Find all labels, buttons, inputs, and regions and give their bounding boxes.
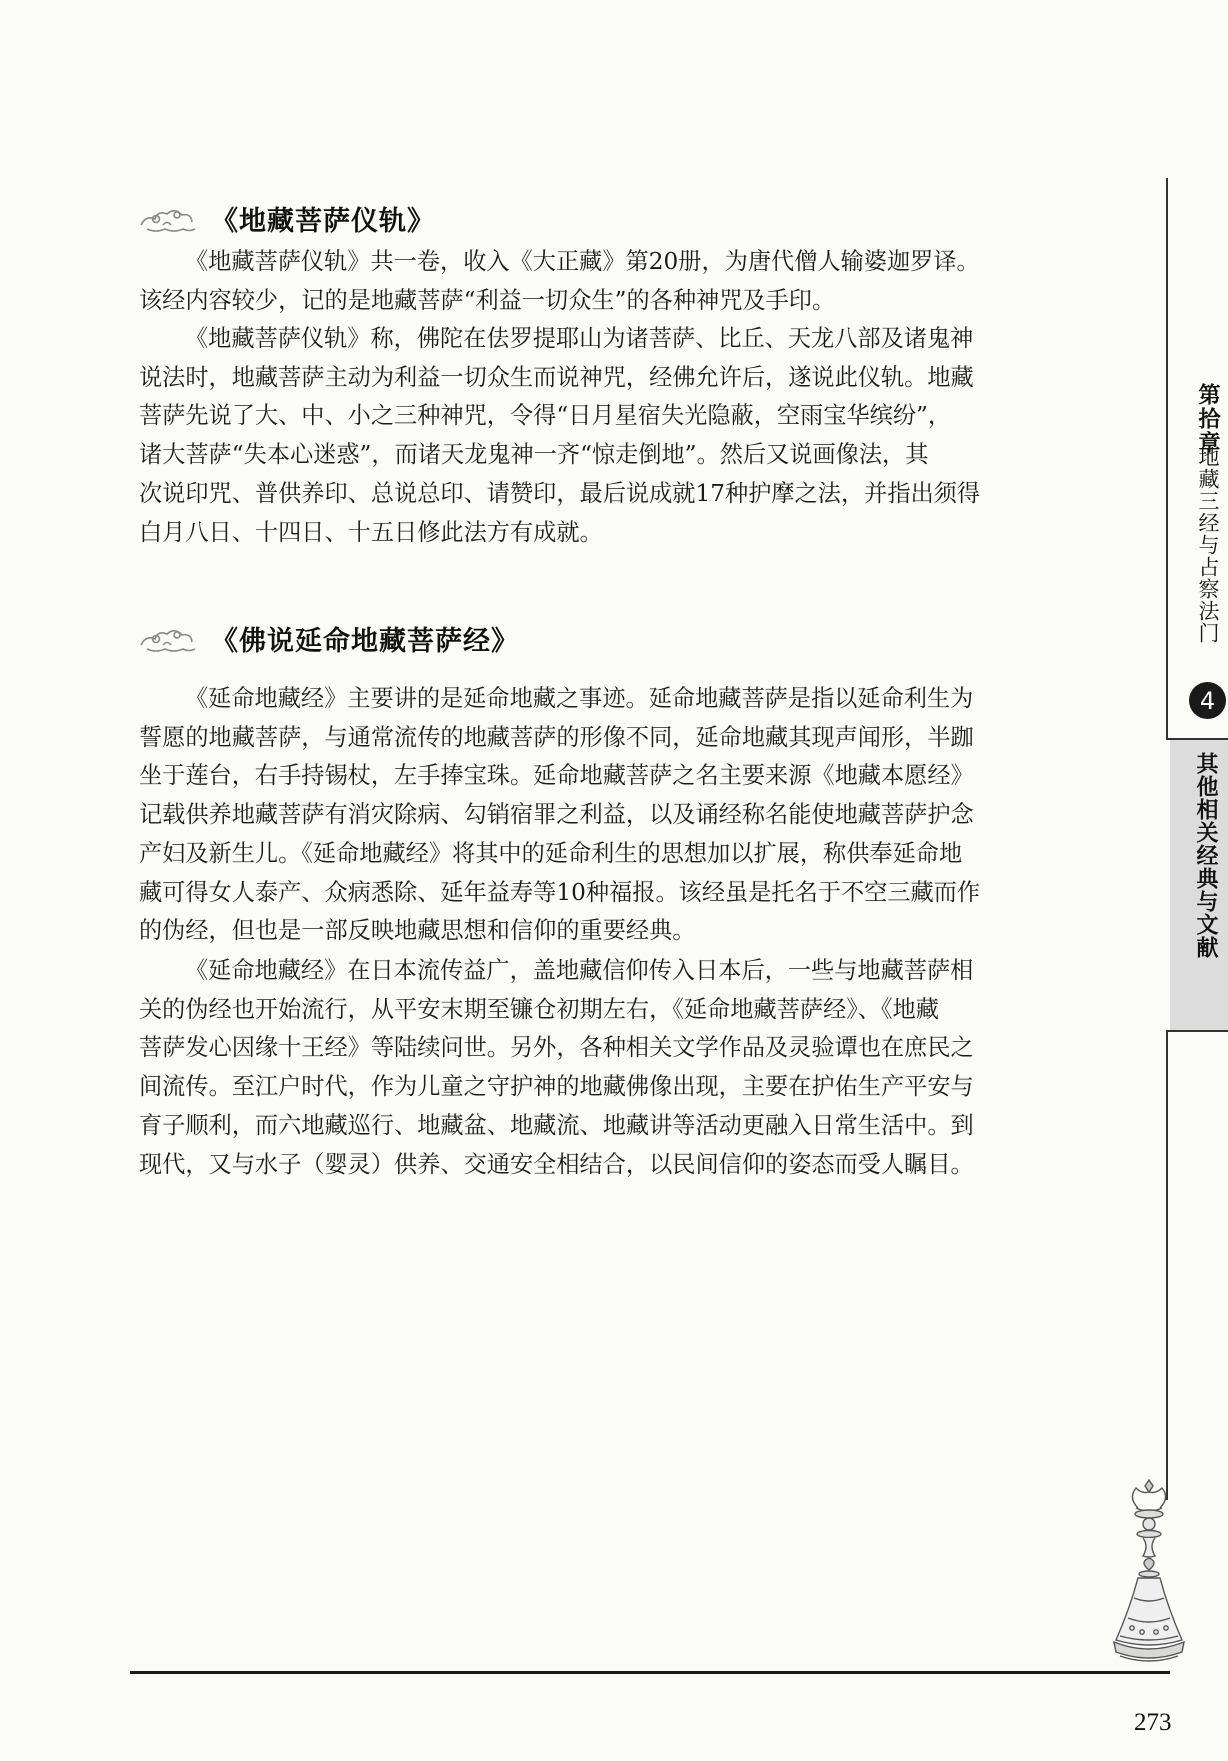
chapter-label: 第拾章 [1195, 383, 1220, 455]
cloud-ornament-icon [133, 618, 203, 658]
text-line: 产妇及新生儿。《延命地藏经》将其中的延命利生的思想加以扩展，称供奉延命地 [139, 839, 963, 867]
section-heading [133, 193, 435, 243]
text-line: 菩萨发心因缘十王经》等陆续问世。另外，各种相关文学作品及灵验谭也在庶民之 [139, 1034, 974, 1062]
text-line: 白月八日、十四日、十五日修此法方有成就。 [139, 518, 603, 546]
section-tab-label: 其他相关经典与文献 [1193, 752, 1218, 959]
vajra-bell-icon [1108, 1478, 1190, 1670]
text-line: 《延命地藏经》主要讲的是延命地藏之事迹。延命地藏菩萨是指以延命利生为 [185, 685, 974, 712]
text-line: 誓愿的地藏菩萨，与通常流传的地藏菩萨的形像不同，延命地藏其现声闻形，半跏 [139, 723, 974, 751]
margin-rule [1166, 1030, 1228, 1032]
text-line: 《延命地藏经》在日本流传益广，盖地藏信仰传入日本后，一些与地藏菩萨相 [185, 957, 974, 984]
text-line: 坐于莲台，右手持锡杖，左手捧宝珠。延命地藏菩萨之名主要来源《地藏本愿经》 [139, 762, 974, 790]
chapter-topic: 地藏三经与占察法门 [1196, 446, 1220, 644]
cloud-ornament-icon [133, 198, 203, 238]
text-line: 记载供养地藏菩萨有消灾除病、勾销宿罪之利益，以及诵经称名能使地藏菩萨护念 [139, 801, 974, 829]
text-line: 《地藏菩萨仪轨》称，佛陀在佉罗提耶山为诸菩萨、比丘、天龙八部及诸鬼神 [185, 325, 974, 352]
text-line: 间流传。至江户时代，作为儿童之守护神的地藏佛像出现，主要在护佑生产平安与 [139, 1073, 974, 1101]
text-line: 该经内容较少，记的是地藏菩萨“利益一切众生”的各种神咒及手印。 [139, 286, 836, 314]
section-title: 《地藏菩萨仪轨》 [211, 205, 435, 237]
chapter-number-badge: 4 [1189, 682, 1226, 719]
body-paragraph [139, 680, 1127, 951]
text-line: 《地藏菩萨仪轨》共一卷，收入《大正藏》第20册，为唐代僧人输婆迦罗译。 [185, 248, 980, 275]
text-line: 现代，又与水子（婴灵）供养、交通安全相结合，以民间信仰的姿态而受人瞩目。 [139, 1150, 974, 1178]
text-line: 说法时，地藏菩萨主动为利益一切众生而说神咒，经佛允许后，遂说此仪轨。地藏 [139, 363, 974, 391]
page-number: 273 [1134, 1709, 1172, 1736]
section-title: 《佛说延命地藏菩萨经》 [211, 625, 519, 657]
text-line: 次说印咒、普供养印、总说总印、请赞印，最后说成就17种护摩之法，并指出须得 [139, 479, 981, 507]
body-paragraph [139, 243, 1127, 320]
margin-rule [1166, 1030, 1168, 1500]
text-line: 的伪经，但也是一部反映地藏思想和信仰的重要经典。 [139, 917, 696, 945]
text-line: 关的伪经也开始流行，从平安末期至镰仓初期左右，《延命地藏菩萨经》、《地藏 [139, 995, 939, 1023]
body-paragraph [139, 952, 1127, 1184]
text-line: 菩萨先说了大、中、小之三种神咒，令得“日月星宿失光隐蔽，空雨宝华缤纷”， [139, 402, 952, 430]
section-heading [133, 613, 519, 663]
text-line: 诸大菩萨“失本心迷惑”，而诸天龙鬼神一齐“惊走倒地”。然后又说画像法，其 [139, 441, 929, 469]
text-line: 育子顺利，而六地藏巡行、地藏盆、地藏流、地藏讲等活动更融入日常生活中。到 [139, 1111, 974, 1139]
text-line: 藏可得女人泰产、众病悉除、延年益寿等10种福报。该经虽是托名于不空三藏而作 [139, 878, 981, 906]
body-paragraph [139, 320, 1127, 552]
margin-rule [1166, 178, 1168, 740]
footer-rule [130, 1671, 1170, 1674]
